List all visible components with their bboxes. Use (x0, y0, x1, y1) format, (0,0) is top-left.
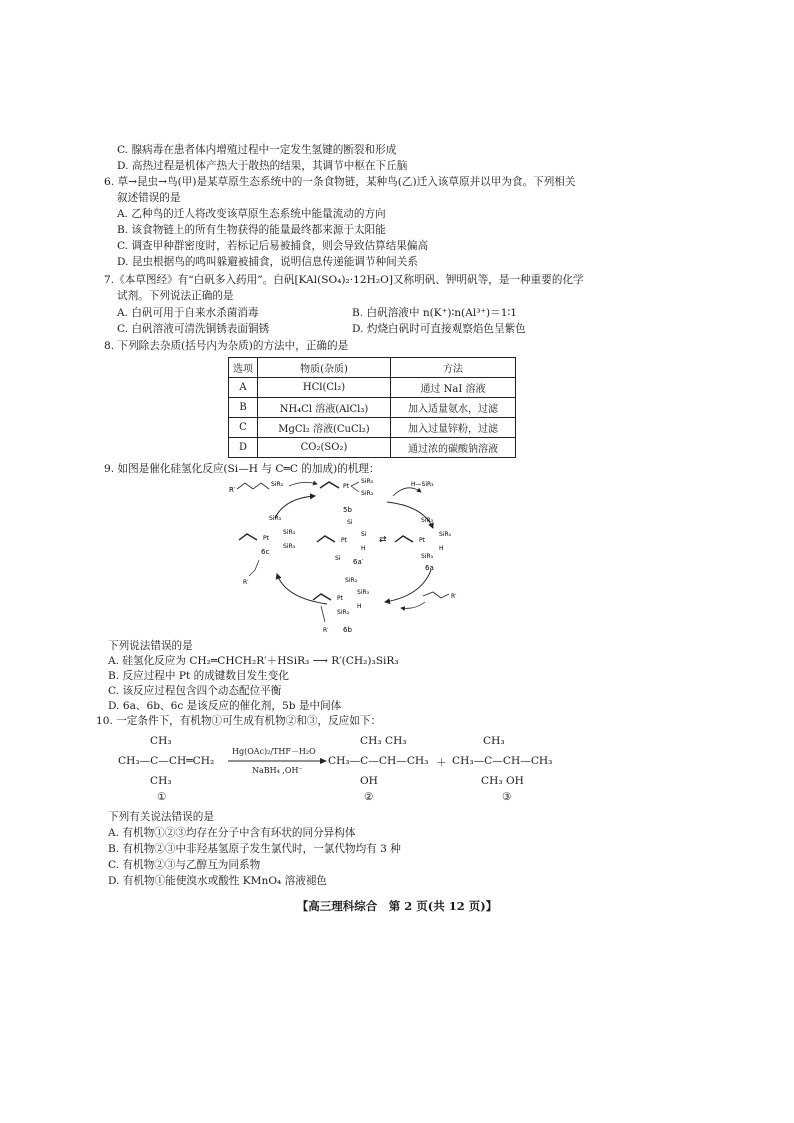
q9-stem: 9. 如图是催化硅氢化反应(Si—H 与 C═C 的加成)的机理： (104, 463, 380, 475)
svg-text:R′: R′ (243, 579, 249, 586)
table-row (229, 438, 516, 458)
m1-label: ① (157, 791, 167, 803)
product-structure (229, 481, 284, 494)
q7-option-d: D. 灼烧白矾时可直接观察焰色呈紫色 (352, 323, 526, 335)
table-cell: D (229, 438, 258, 458)
m3-label: ③ (502, 791, 512, 803)
q6-option-c: C. 调查甲种群密度时，若标记后易被捕食，则会导致估算结果偏高 (117, 240, 429, 252)
svg-text:R′: R′ (451, 593, 457, 600)
q6-option-d: D. 昆虫根据鸟的鸣叫躲避被捕食，说明信息传递能调节种间关系 (117, 256, 418, 268)
equilibrium-arrows: ⇄ (379, 535, 387, 545)
q10-option-d: D. 有机物①能使溴水或酸性 KMnO₄ 溶液褪色 (108, 875, 328, 887)
m2-top-substituents: CH₃ CH₃ (360, 735, 407, 747)
table-cell: NH₄Cl 溶液(AlCl₃) (258, 398, 391, 418)
svg-text:SiR₃: SiR₃ (269, 515, 282, 522)
table-row (229, 398, 516, 418)
m3-bottom-substituents: CH₃ OH (481, 775, 524, 787)
table-cell: C (229, 418, 258, 438)
q9-question: 下列说法错误的是 (108, 640, 193, 652)
table-cell: 加入适量氨水，过滤 (391, 398, 516, 418)
q7-option-c: C. 白矾溶液可清洗铜锈表面铜锈 (117, 323, 270, 335)
svg-text:SiR₃: SiR₃ (439, 531, 452, 538)
svg-text:SiR₃: SiR₃ (421, 553, 434, 560)
q9-option-d: D. 6a、6b、6c 是该反应的催化剂，5b 是中间体 (108, 700, 342, 712)
svg-text:SiR₃: SiR₃ (421, 517, 434, 524)
q10-option-a: A. 有机物①②③均存在分子中含有环状的同分异构体 (108, 827, 356, 839)
complex-6a-prime (317, 519, 367, 566)
svg-text:6a′: 6a′ (353, 558, 364, 566)
table-cell: 通过 NaI 溶液 (391, 378, 516, 398)
table-header: 选项 (229, 358, 258, 378)
svg-text:H: H (439, 545, 444, 552)
q6-option-a: A. 乙种鸟的迁人将改变该草原生态系统中能量流动的方向 (117, 208, 386, 220)
complex-5b (320, 478, 374, 514)
svg-text:SiR₃: SiR₃ (283, 529, 296, 536)
complex-6a (395, 517, 452, 572)
svg-text:SiR₃: SiR₃ (345, 577, 358, 584)
table-row (229, 378, 516, 398)
svg-text:Pt: Pt (263, 535, 269, 542)
m1-bottom-substituent: CH₃ (150, 775, 172, 787)
q7-option-a: A. 白矾可用于自来水杀菌消毒 (117, 307, 259, 319)
q6-option-b: B. 该食物链上的所有生物获得的能量最终都来源于太阳能 (117, 224, 386, 236)
svg-text:6a: 6a (425, 564, 434, 572)
q5-option-c: C. 腺病毒在患者体内增殖过程中一定发生氢键的断裂和形成 (117, 144, 397, 156)
svg-text:SiR₃: SiR₃ (361, 478, 374, 485)
svg-text:SiR₃: SiR₃ (337, 609, 350, 616)
svg-text:SiR₃: SiR₃ (283, 543, 296, 550)
table-cell: B (229, 398, 258, 418)
table-header-row (229, 358, 516, 378)
svg-text:SiR₃: SiR₃ (357, 589, 370, 596)
q6-stem-line2: 叙述错误的是 (117, 192, 181, 204)
q7-option-b: B. 白矾溶液中 n(K⁺)∶n(Al³⁺)＝1∶1 (352, 307, 518, 319)
table-row (229, 418, 516, 438)
svg-text:H—SiR₃: H—SiR₃ (411, 481, 434, 488)
q7-stem-line2: 试剂。下列说法正确的是 (117, 290, 234, 302)
svg-text:H: H (357, 603, 362, 610)
table-header: 方法 (391, 358, 516, 378)
q10-stem: 10. 一定条件下，有机物①可生成有机物②和③，反应如下： (96, 715, 382, 727)
m3-top-substituent: CH₃ (483, 735, 505, 747)
table-cell: CO₂(SO₂) (258, 438, 391, 458)
m1-top-substituent: CH₃ (150, 735, 172, 747)
svg-text:Si: Si (335, 555, 341, 562)
complex-6b (313, 577, 370, 634)
complex-6c (239, 515, 296, 586)
svg-text:Pt: Pt (343, 483, 349, 490)
page-footer: 【高三理科综合 第 2 页(共 12 页)】 (296, 899, 498, 913)
m2-bottom-substituent: OH (360, 775, 378, 787)
q10-option-b: B. 有机物②③中非羟基氢原子发生氯代时，一氯代物均有 3 种 (108, 843, 401, 855)
svg-text:Pt: Pt (337, 595, 343, 602)
reaction-conditions-top: Hg(OAc)₂/THF－H₂O (232, 747, 316, 756)
plus-sign: ＋ (436, 757, 447, 769)
q10-option-c: C. 有机物②③与乙醇互为同系物 (108, 859, 261, 871)
catalytic-cycle-diagram (225, 474, 485, 638)
reaction-conditions-bottom: NaBH₄ ,OH⁻ (252, 766, 303, 775)
svg-text:H: H (361, 545, 366, 552)
svg-text:SiR₃: SiR₃ (271, 481, 284, 488)
svg-text:Si: Si (347, 519, 353, 526)
q9-option-c: C. 该反应过程包含四个动态配位平衡 (108, 685, 282, 697)
svg-text:Si: Si (361, 531, 367, 538)
q6-stem-line1: 6. 草→昆虫→鸟(甲)是某草原生态系统中的一条食物链，某种鸟(乙)迁入该草原并以甲为食。下列相关 (104, 176, 576, 188)
table-header: 物质(杂质) (258, 358, 391, 378)
q5-option-d: D. 高热过程是机体产热大于散热的结果，其调节中枢在下丘脑 (117, 160, 408, 172)
svg-text:Pt: Pt (341, 537, 347, 544)
q8-table (228, 357, 516, 458)
q9-option-b: B. 反应过程中 Pt 的成键数目发生变化 (108, 670, 289, 682)
m1-main-chain: CH₃—C—CH═CH₂ (118, 755, 215, 767)
svg-text:R′: R′ (323, 627, 329, 634)
q8-stem: 8. 下列除去杂质(括号内为杂质)的方法中，正确的是 (104, 340, 349, 352)
svg-text:6b: 6b (343, 626, 352, 634)
svg-text:R′: R′ (229, 486, 236, 494)
reaction-arrow (228, 757, 328, 765)
svg-text:6c: 6c (261, 548, 270, 556)
svg-text:Pt: Pt (419, 537, 425, 544)
table-cell: 加入过量锌粉，过滤 (391, 418, 516, 438)
q10-question: 下列有关说法错误的是 (108, 811, 214, 823)
q7-stem-line1: 7.《本草图经》有“白矾多入药用”。白矾[KAl(SO₄)₂·12H₂O]又称明矾、钾明矾等，是一种重要的化学 (104, 274, 584, 286)
m2-main-chain: CH₃—C—CH—CH₃ (328, 755, 429, 767)
table-cell: HCl(Cl₂) (258, 378, 391, 398)
svg-text:SiR₃: SiR₃ (361, 490, 374, 497)
m2-label: ② (364, 791, 374, 803)
table-cell: 通过浓的碳酸钠溶液 (391, 438, 516, 458)
svg-text:5b: 5b (343, 506, 352, 514)
m3-main-chain: CH₃—C—CH—CH₃ (452, 755, 553, 767)
table-cell: MgCl₂ 溶液(CuCl₂) (258, 418, 391, 438)
q9-option-a: A. 硅氢化反应为 CH₂═CHCH₂R′＋HSiR₃ ⟶ R′(CH₂)₃SiR₃ (108, 655, 399, 667)
table-cell: A (229, 378, 258, 398)
